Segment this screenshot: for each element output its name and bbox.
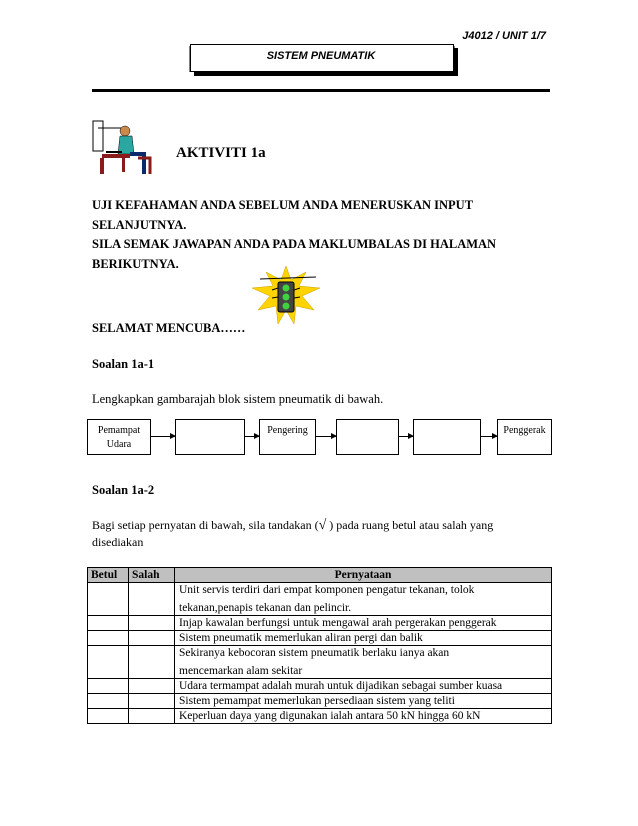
table-row bbox=[88, 679, 552, 694]
block-label: Pemampat bbox=[97, 425, 141, 436]
table-row bbox=[88, 694, 552, 709]
statement-cell bbox=[175, 631, 552, 646]
betul-cell[interactable] bbox=[88, 679, 129, 694]
header-betul: Betul bbox=[88, 568, 129, 583]
statement-text: tekanan,penapis tekanan dan pelincir. bbox=[179, 602, 352, 614]
statement-table bbox=[87, 567, 552, 724]
q2-prompt-text: ) pada ruang betul atau salah yang bbox=[326, 518, 494, 532]
check-mark-icon: √ bbox=[318, 518, 327, 533]
student-writing-icon bbox=[92, 118, 156, 176]
statement-cell bbox=[175, 616, 552, 631]
unit-code: J4012 / UNIT 1/7 bbox=[462, 30, 546, 42]
statement-text: Sekiranya kebocoran sistem pneumatik berlaku ianya akan bbox=[179, 647, 450, 659]
salah-cell[interactable] bbox=[129, 631, 175, 646]
salah-cell[interactable] bbox=[129, 694, 175, 709]
betul-cell[interactable] bbox=[88, 631, 129, 646]
block-compressor bbox=[87, 419, 151, 455]
table-row bbox=[88, 616, 552, 631]
salah-cell[interactable] bbox=[129, 646, 175, 679]
traffic-light-icon bbox=[250, 266, 322, 324]
flow-arrow bbox=[316, 436, 336, 437]
q2-title: Soalan 1a-2 bbox=[92, 483, 155, 497]
salah-cell[interactable] bbox=[129, 709, 175, 724]
table-row bbox=[88, 646, 552, 679]
block-blank-2[interactable] bbox=[336, 419, 399, 455]
block-actuator bbox=[497, 419, 552, 455]
instruction-line: BERIKUTNYA. bbox=[92, 256, 179, 271]
statement-cell bbox=[175, 709, 552, 724]
banner-title: SISTEM PNEUMATIK bbox=[266, 50, 376, 62]
statement-cell bbox=[175, 583, 552, 616]
statement-cell bbox=[175, 679, 552, 694]
betul-cell[interactable] bbox=[88, 646, 129, 679]
statement-cell bbox=[175, 646, 552, 679]
salah-cell[interactable] bbox=[129, 583, 175, 616]
table-row bbox=[88, 583, 552, 616]
statement-text: Sistem pneumatik memerlukan aliran pergi dan balik bbox=[179, 632, 423, 644]
q2-prompt-text: Bagi setiap pernyatan di bawah, sila tandakan ( bbox=[92, 518, 319, 532]
salah-cell[interactable] bbox=[129, 616, 175, 631]
q1-title: Soalan 1a-1 bbox=[92, 357, 155, 371]
salah-cell[interactable] bbox=[129, 679, 175, 694]
betul-cell[interactable] bbox=[88, 616, 129, 631]
instruction-line: SELANJUTNYA. bbox=[92, 217, 187, 232]
q2-prompt bbox=[92, 515, 493, 536]
betul-cell[interactable] bbox=[88, 583, 129, 616]
good-luck-text: SELAMAT MENCUBA…… bbox=[92, 321, 246, 335]
header-salah: Salah bbox=[129, 568, 175, 583]
block-blank-1[interactable] bbox=[175, 419, 245, 455]
block-label: Penggerak bbox=[503, 425, 546, 436]
flow-arrow bbox=[399, 436, 413, 437]
activity-title: AKTIVITI 1a bbox=[176, 145, 266, 161]
header-rule bbox=[92, 89, 550, 92]
table-header-row bbox=[88, 568, 552, 583]
statement-cell bbox=[175, 694, 552, 709]
q1-prompt: Lengkapkan gambarajah blok sistem pneumatik di bawah. bbox=[92, 392, 384, 406]
table-row bbox=[88, 709, 552, 724]
flow-arrow bbox=[151, 436, 175, 437]
betul-cell[interactable] bbox=[88, 709, 129, 724]
instructions bbox=[92, 196, 496, 274]
statement-text: Keperluan daya yang digunakan ialah antara 50 kN hingga 60 kN bbox=[179, 710, 481, 722]
block-dryer bbox=[259, 419, 316, 455]
statement-text: Unit servis terdiri dari empat komponen pengatur tekanan, tolok bbox=[179, 584, 475, 596]
statement-text: Sistem pemampat memerlukan persediaan sistem yang teliti bbox=[179, 695, 455, 707]
block-label: Pengering bbox=[267, 425, 308, 436]
flow-arrow bbox=[245, 436, 259, 437]
block-label: Udara bbox=[106, 439, 132, 450]
betul-cell[interactable] bbox=[88, 694, 129, 709]
statement-text: Injap kawalan berfungsi untuk mengawal arah pergerakan penggerak bbox=[179, 617, 497, 629]
block-blank-3[interactable] bbox=[413, 419, 481, 455]
table-row bbox=[88, 631, 552, 646]
q2-prompt-line2: disediakan bbox=[92, 535, 144, 549]
statement-text: Udara termampat adalah murah untuk dijadikan sebagai sumber kuasa bbox=[179, 680, 503, 692]
statement-text: mencemarkan alam sekitar bbox=[179, 665, 303, 677]
instruction-line: SILA SEMAK JAWAPAN ANDA PADA MAKLUMBALAS DI HALAMAN bbox=[92, 237, 497, 251]
instruction-line: UJI KEFAHAMAN ANDA SEBELUM ANDA MENERUSKAN INPUT bbox=[92, 198, 474, 212]
flow-arrow bbox=[481, 436, 497, 437]
header-statement: Pernyataan bbox=[175, 568, 552, 583]
title-banner bbox=[186, 44, 458, 76]
